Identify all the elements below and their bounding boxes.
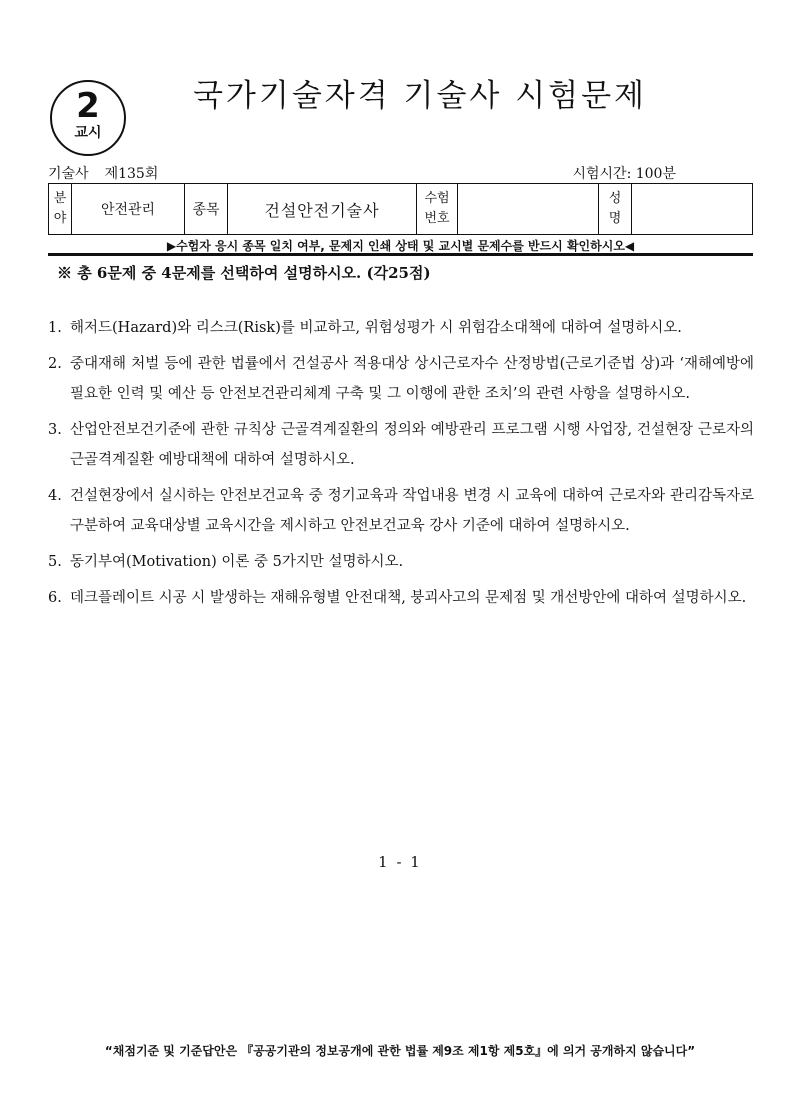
field-label-bottom: 야 (53, 211, 67, 226)
question-number: 6. (48, 590, 62, 606)
footer-disclaimer: “채점기준 및 기준답안은 『공공기관의 정보공개에 관한 법률 제9조 제1항 제5호』에 의거 공개하지 않습니다” (104, 1044, 696, 1058)
name-label-top: 성 (608, 191, 622, 206)
field-label-cell (49, 184, 72, 235)
instruction: ※ 총 6문제 중 4문제를 선택하여 설명하시오. (각25점) (57, 264, 431, 282)
question-number: 4. (48, 488, 62, 504)
question-item (48, 313, 754, 343)
name-label-bottom: 명 (608, 211, 622, 226)
category-value: 건설안전기술사 (228, 184, 417, 235)
question-text: 건설현장에서 실시하는 안전보건교육 중 정기교육과 작업내용 변경 시 교육에 대하여 근로자와 관리감독자로 구분하여 교육대상별 교육시간을 제시하고 안전보건교육 강사 기준에 대하여 설명하시오. (70, 488, 754, 534)
question-item (48, 583, 754, 613)
question-item (48, 481, 754, 541)
question-number: 1. (48, 320, 62, 336)
period-number: 2 (76, 86, 100, 126)
question-text: 산업안전보건기준에 관한 규칙상 근골격계질환의 정의와 예방관리 프로그램 시행 사업장, 건설현장 근로자의 근골격계질환 예방대책에 대하여 설명하시오. (70, 422, 754, 468)
question-text: 데크플레이트 시공 시 발생하는 재해유형별 안전대책, 붕괴사고의 문제점 및 개선방안에 대하여 설명하시오. (70, 590, 747, 606)
question-number: 3. (48, 422, 62, 438)
page-title: 국가기술자격 기술사 시험문제 (192, 78, 647, 114)
exam-meta-row (48, 163, 752, 183)
exam-number-label-top: 수험 (424, 191, 450, 206)
question-item (48, 415, 754, 475)
notice-banner: ▶수험자 응시 종목 일치 여부, 문제지 인쇄 상태 및 교시별 문제수를 반드시 확인하시오◀ (48, 236, 753, 256)
question-text: 동기부여(Motivation) 이론 중 5가지만 설명하시오. (70, 554, 404, 570)
name-label-cell (599, 184, 632, 235)
exam-number-label-bottom: 번호 (424, 211, 450, 226)
field-label-top: 분 (53, 191, 67, 206)
field-value: 안전관리 (72, 184, 185, 235)
exam-number-field[interactable] (458, 184, 599, 235)
question-item (48, 349, 754, 409)
category-label: 종목 (185, 184, 228, 235)
exam-info-table (48, 183, 753, 235)
period-badge (50, 80, 126, 156)
exam-round: 제135회 (104, 166, 159, 182)
period-label: 교시 (74, 125, 102, 141)
exam-grade-round (48, 163, 158, 183)
question-number: 2. (48, 356, 62, 372)
question-number: 5. (48, 554, 62, 570)
question-text: 중대재해 처벌 등에 관한 법률에서 건설공사 적용대상 상시근로자수 산정방법(근로기준법 상)과 ‘재해예방에 필요한 인력 및 예산 등 안전보건관리체계 구축 및 그 이행에 관한 조치’의 관련 사항을 설명하시오. (70, 356, 754, 402)
name-field[interactable] (632, 184, 753, 235)
page-number: 1 - 1 (378, 853, 422, 871)
question-item (48, 547, 754, 577)
exam-number-label-cell (417, 184, 458, 235)
question-text: 해저드(Hazard)와 리스크(Risk)를 비교하고, 위험성평가 시 위험감소대책에 대하여 설명하시오. (70, 320, 682, 336)
question-list (48, 313, 754, 613)
exam-grade: 기술사 (48, 166, 89, 182)
exam-time: 시험시간: 100분 (572, 166, 676, 182)
